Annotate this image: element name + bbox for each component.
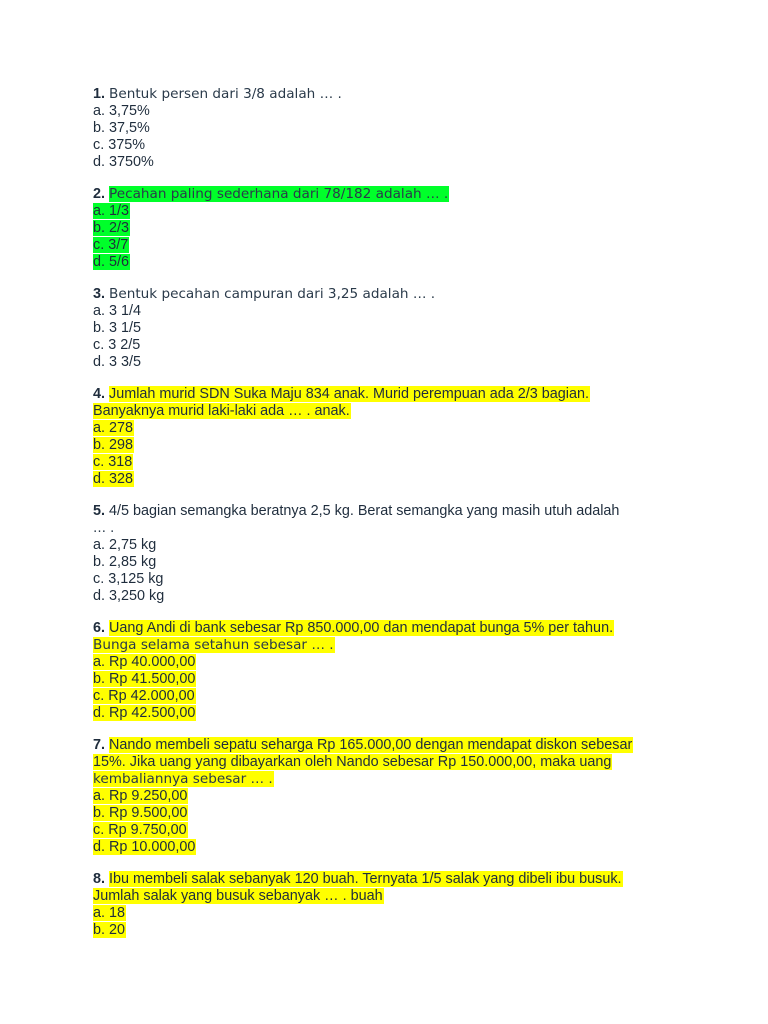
option-a: a. Rp 9.250,00	[93, 788, 188, 804]
option-b: b. 2/3	[93, 220, 130, 236]
option-a: a. 18	[93, 905, 126, 921]
question-text-line-1: Ibu membeli salak sebanyak 120 buah. Ternyata 1/5 salak yang dibeli ibu busuk.	[109, 871, 622, 887]
question-text-line-1: Uang Andi di bank sebesar Rp 850.000,00 dan mendapat bunga 5% per tahun.	[109, 620, 614, 636]
question-text-line-2: Jumlah salak yang busuk sebanyak … . buah	[93, 888, 383, 904]
document-page	[93, 86, 693, 954]
option-a: a. 278	[93, 420, 134, 436]
question-text-line-1: Jumlah murid SDN Suka Maju 834 anak. Murid perempuan ada 2/3 bagian.	[109, 386, 589, 402]
option-d: d. 328	[93, 471, 134, 487]
option-c: c. Rp 42.000,00	[93, 688, 195, 704]
option-b: b. 20	[93, 922, 126, 938]
question-text: Bentuk persen dari 3/8 adalah … .	[109, 86, 342, 102]
option-a: a. 2,75 kg	[93, 537, 157, 553]
question-text: Pecahan paling sederhana dari 78/182 adalah … .	[109, 186, 449, 202]
option-b: b. 37,5%	[93, 120, 150, 136]
option-d: d. 5/6	[93, 254, 130, 270]
question-number: 1.	[93, 86, 106, 102]
question-number: 6.	[93, 620, 106, 636]
question-1	[93, 86, 693, 171]
question-text-line-3: kembaliannya sebesar … .	[93, 771, 273, 787]
option-d: d. 3750%	[93, 154, 154, 170]
option-d: d. Rp 42.500,00	[93, 705, 196, 721]
question-text-line-1: Nando membeli sepatu seharga Rp 165.000,00 dengan mendapat diskon sebesar	[109, 737, 633, 753]
option-b: b. Rp 41.500,00	[93, 671, 196, 687]
option-c: c. 375%	[93, 137, 145, 153]
question-text-line-2: … .	[93, 521, 115, 536]
question-number: 8.	[93, 871, 106, 887]
question-text-line-2: Banyaknya murid laki-laki ada … . anak.	[93, 403, 350, 419]
option-a: a. 3 1/4	[93, 303, 142, 319]
question-number: 3.	[93, 286, 106, 302]
question-6	[93, 620, 693, 722]
option-d: d. Rp 10.000,00	[93, 839, 196, 855]
option-d: d. 3,250 kg	[93, 588, 165, 604]
question-3	[93, 286, 693, 371]
option-b: b. 2,85 kg	[93, 554, 157, 570]
question-number: 7.	[93, 737, 106, 753]
question-number: 2.	[93, 186, 106, 202]
option-a: a. 3,75%	[93, 103, 150, 119]
question-text-line-2: 15%. Jika uang yang dibayarkan oleh Nando sebesar Rp 150.000,00, maka uang	[93, 754, 612, 770]
question-text: Bentuk pecahan campuran dari 3,25 adalah … .	[109, 286, 436, 302]
question-8	[93, 871, 693, 939]
option-a: a. Rp 40.000,00	[93, 654, 196, 670]
option-c: c. 318	[93, 454, 133, 470]
question-5	[93, 503, 693, 605]
option-c: c. 3/7	[93, 237, 129, 253]
question-text-line-2: Bunga selama setahun sebesar … .	[93, 637, 334, 653]
option-d: d. 3 3/5	[93, 354, 142, 370]
option-a: a. 1/3	[93, 203, 130, 219]
option-c: c. 3,125 kg	[93, 571, 164, 587]
question-7	[93, 737, 693, 856]
question-2	[93, 186, 693, 271]
option-b: b. 298	[93, 437, 134, 453]
question-4	[93, 386, 693, 488]
option-b: b. 3 1/5	[93, 320, 142, 336]
question-text-line-1: 4/5 bagian semangka beratnya 2,5 kg. Berat semangka yang masih utuh adalah	[109, 503, 620, 519]
option-c: c. 3 2/5	[93, 337, 141, 353]
option-b: b. Rp 9.500,00	[93, 805, 188, 821]
question-number: 4.	[93, 386, 106, 402]
option-c: c. Rp 9.750,00	[93, 822, 187, 838]
question-number: 5.	[93, 503, 106, 519]
